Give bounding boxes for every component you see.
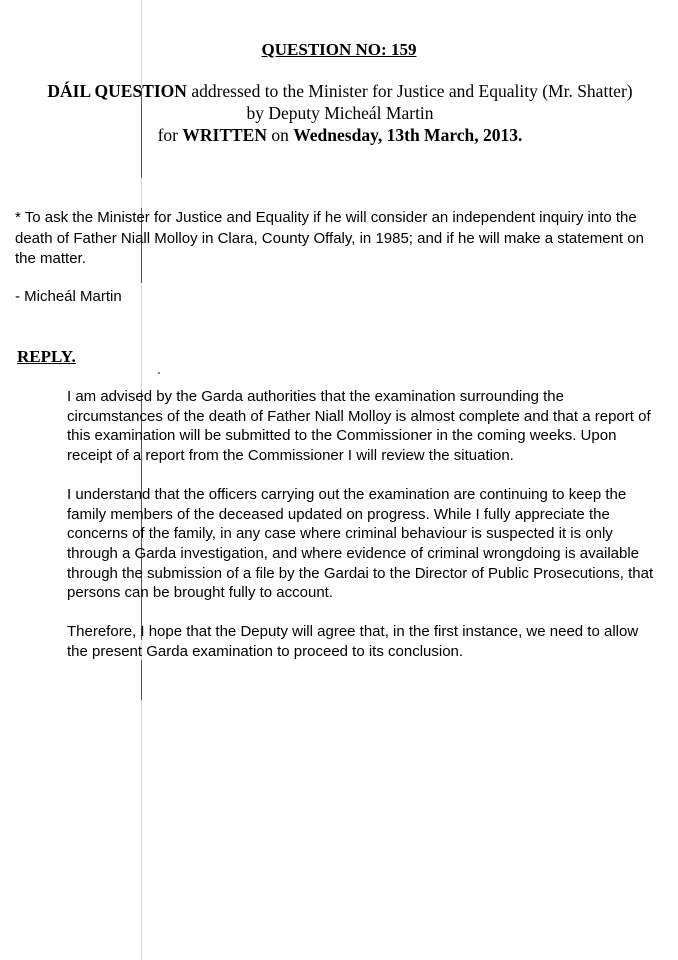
addressed-to-text: addressed to the Minister for Justice and Equality (Mr. Shatter)	[186, 81, 633, 101]
on-text: on	[267, 125, 294, 145]
by-deputy-text: by Deputy Micheál Martin	[246, 103, 434, 123]
reply-paragraph: I am advised by the Garda authorities that the examination surrounding the circumstances of the death of Father Niall Molloy is almost complete and that a report of this examination will be submitted to the Commissioner in the coming weeks. Upon receipt of a report from the Commissioner I will review the situation.	[67, 388, 651, 465]
scan-speck	[158, 372, 160, 374]
reply-body	[67, 387, 657, 680]
dail-question-label: DÁIL QUESTION	[47, 81, 187, 101]
for-text: for	[157, 125, 183, 145]
asker-signature: - Micheál Martin	[15, 288, 122, 305]
question-number: QUESTION NO: 159	[261, 40, 417, 59]
question-header	[30, 80, 650, 146]
header-line-addressee	[30, 80, 650, 102]
reply-heading: REPLY.	[17, 347, 76, 366]
question-text: * To ask the Minister for Justice and Equality if he will consider an independent inquiry into the death of Father Niall Molloy in Clara, County Offaly, in 1985; and if he will make a statement on the matter.	[15, 209, 644, 267]
reply-paragraph: Therefore, I hope that the Deputy will agree that, in the first instance, we need to allow the present Garda examination to proceed to its conclusion.	[67, 623, 639, 660]
reply-paragraph: I understand that the officers carrying out the examination are continuing to keep the family members of the deceased updated on progress. While I fully appreciate the concerns of the family, in any case where criminal behaviour is suspected it is only through a Garda investigation, and where evidence of criminal wrongdoing is available through the submission of a file by the Gardai to the Director of Public Prosecutions, that persons can be brought fully to account.	[67, 485, 654, 602]
header-line-date	[30, 124, 650, 146]
question-date: Wednesday, 13th March, 2013.	[293, 125, 523, 145]
written-label: WRITTEN	[182, 125, 267, 145]
